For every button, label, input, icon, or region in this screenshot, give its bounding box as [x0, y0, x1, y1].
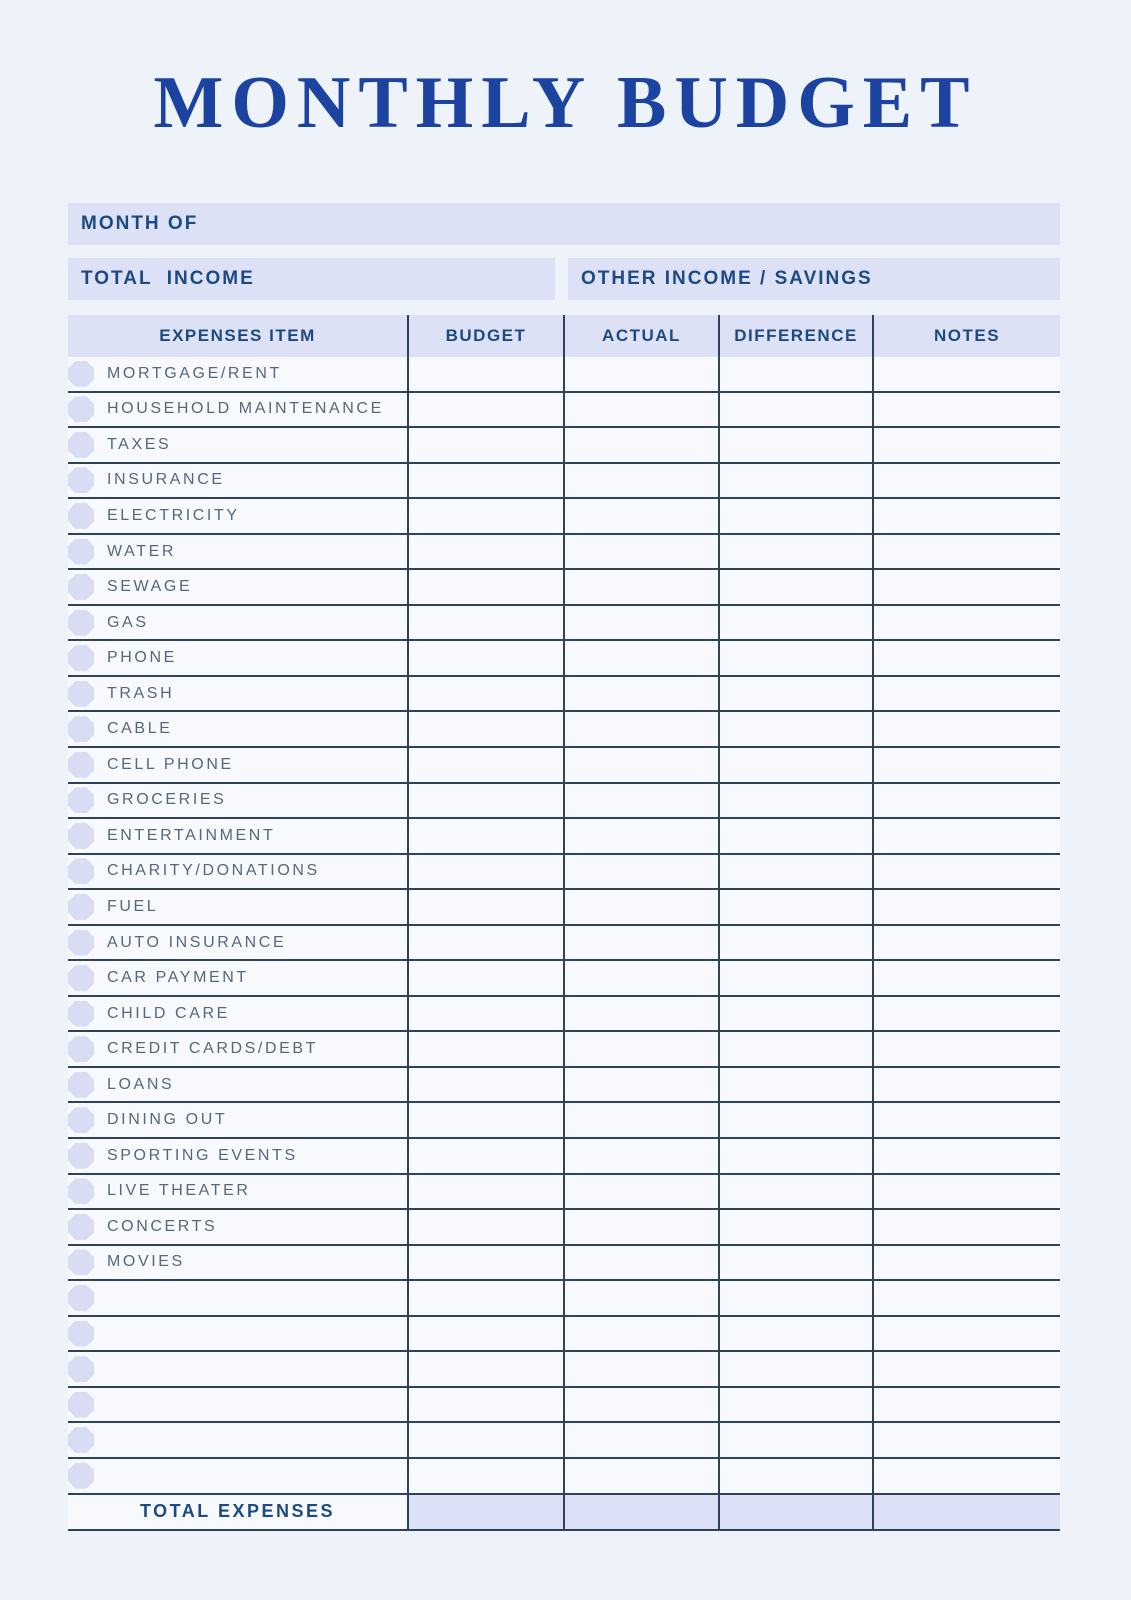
budget-cell[interactable] [409, 712, 565, 746]
budget-cell[interactable] [409, 1459, 565, 1493]
expense-item-label: GROCERIES [107, 791, 227, 809]
difference-cell[interactable] [720, 748, 874, 782]
budget-cell[interactable] [409, 357, 565, 391]
actual-cell[interactable] [565, 819, 720, 853]
table-row [68, 1246, 1060, 1282]
actual-cell[interactable] [565, 1032, 720, 1066]
actual-cell[interactable] [565, 1139, 720, 1173]
notes-cell[interactable] [874, 641, 1060, 675]
notes-cell[interactable] [874, 1317, 1060, 1351]
difference-cell[interactable] [720, 1103, 874, 1137]
table-row [68, 1103, 1060, 1139]
actual-cell[interactable] [565, 1459, 720, 1493]
bullet-icon [68, 467, 94, 493]
expense-item-cell [68, 997, 409, 1031]
bullet-icon [68, 432, 94, 458]
bullet-icon [68, 396, 94, 422]
header-budget: BUDGET [409, 315, 565, 357]
expense-item-cell [68, 1317, 409, 1351]
total-income-label: TOTAL INCOME [81, 268, 255, 289]
difference-cell[interactable] [720, 819, 874, 853]
difference-cell[interactable] [720, 997, 874, 1031]
expense-item-label: CAR PAYMENT [107, 969, 249, 987]
notes-cell[interactable] [874, 357, 1060, 391]
difference-cell[interactable] [720, 641, 874, 675]
actual-cell[interactable] [565, 570, 720, 604]
budget-cell[interactable] [409, 819, 565, 853]
table-row [68, 641, 1060, 677]
difference-cell[interactable] [720, 855, 874, 889]
notes-cell[interactable] [874, 1352, 1060, 1386]
month-of-input-area[interactable] [198, 203, 1060, 245]
notes-cell[interactable] [874, 855, 1060, 889]
notes-cell[interactable] [874, 606, 1060, 640]
bullet-icon [68, 1285, 94, 1311]
budget-cell[interactable] [409, 890, 565, 924]
notes-cell[interactable] [874, 784, 1060, 818]
budget-cell[interactable] [409, 855, 565, 889]
notes-cell[interactable] [874, 1175, 1060, 1209]
actual-cell[interactable] [565, 393, 720, 427]
notes-cell[interactable] [874, 712, 1060, 746]
bullet-icon [68, 681, 94, 707]
actual-cell[interactable] [565, 428, 720, 462]
notes-cell[interactable] [874, 1388, 1060, 1422]
notes-cell[interactable] [874, 1459, 1060, 1493]
budget-cell[interactable] [409, 926, 565, 960]
other-income-savings-field [568, 258, 1060, 300]
page-title: MONTHLY BUDGET [153, 62, 978, 144]
budget-cell[interactable] [409, 748, 565, 782]
total-expenses-row [68, 1495, 1060, 1531]
budget-cell[interactable] [409, 961, 565, 995]
expense-item-label: CHILD CARE [107, 1004, 230, 1022]
actual-cell[interactable] [565, 855, 720, 889]
table-row [68, 1139, 1060, 1175]
difference-cell[interactable] [720, 926, 874, 960]
expense-item-cell [68, 748, 409, 782]
actual-cell[interactable] [565, 1210, 720, 1244]
bullet-icon [68, 930, 94, 956]
table-row [68, 1459, 1060, 1495]
expense-item-cell [68, 677, 409, 711]
header-difference: DIFFERENCE [720, 315, 874, 357]
notes-cell[interactable] [874, 926, 1060, 960]
budget-cell[interactable] [409, 428, 565, 462]
table-row [68, 1210, 1060, 1246]
expense-item-label: ENTERTAINMENT [107, 826, 276, 844]
budget-cell[interactable] [409, 1210, 565, 1244]
bullet-icon [68, 1143, 94, 1169]
actual-cell[interactable] [565, 1423, 720, 1457]
total-expenses-label: TOTAL EXPENSES [68, 1495, 409, 1529]
notes-cell[interactable] [874, 890, 1060, 924]
expense-item-cell [68, 1388, 409, 1422]
table-row [68, 677, 1060, 713]
expense-item-label: LOANS [107, 1075, 175, 1093]
bullet-icon [68, 894, 94, 920]
expense-item-label: CELL PHONE [107, 755, 234, 773]
budget-cell[interactable] [409, 499, 565, 533]
notes-cell[interactable] [874, 1032, 1060, 1066]
notes-cell[interactable] [874, 748, 1060, 782]
total-actual-cell[interactable] [565, 1495, 720, 1529]
expense-item-label: SEWAGE [107, 578, 193, 596]
notes-cell[interactable] [874, 997, 1060, 1031]
expense-item-cell [68, 784, 409, 818]
bullet-icon [68, 1036, 94, 1062]
expense-item-label: AUTO INSURANCE [107, 933, 287, 951]
bullet-icon [68, 787, 94, 813]
expense-item-cell [68, 535, 409, 569]
bullet-icon [68, 503, 94, 529]
actual-cell[interactable] [565, 1175, 720, 1209]
actual-cell[interactable] [565, 712, 720, 746]
expense-item-label: CONCERTS [107, 1217, 218, 1235]
bullet-icon [68, 1178, 94, 1204]
expense-item-cell [68, 1175, 409, 1209]
actual-cell[interactable] [565, 1388, 720, 1422]
expense-item-cell [68, 855, 409, 889]
bullet-icon [68, 1463, 94, 1489]
table-row [68, 357, 1060, 393]
expense-item-label: GAS [107, 613, 149, 631]
difference-cell[interactable] [720, 1281, 874, 1315]
expense-item-label: DINING OUT [107, 1111, 228, 1129]
table-row [68, 961, 1060, 997]
notes-cell[interactable] [874, 464, 1060, 498]
actual-cell[interactable] [565, 499, 720, 533]
difference-cell[interactable] [720, 1317, 874, 1351]
header-notes: NOTES [933, 326, 1001, 345]
budget-cell[interactable] [409, 641, 565, 675]
table-row [68, 784, 1060, 820]
actual-cell[interactable] [565, 464, 720, 498]
other-income-savings-label: OTHER INCOME / SAVINGS [581, 268, 873, 289]
budget-cell[interactable] [409, 1281, 565, 1315]
bullet-icon [68, 1392, 94, 1418]
expense-item-cell [68, 1210, 409, 1244]
notes-cell[interactable] [874, 1139, 1060, 1173]
actual-cell[interactable] [565, 1103, 720, 1137]
expense-item-cell [68, 641, 409, 675]
actual-cell[interactable] [565, 784, 720, 818]
expenses-table-rows [68, 357, 1060, 1495]
expense-item-label: MORTGAGE/RENT [107, 364, 282, 382]
bullet-icon [68, 752, 94, 778]
bullet-icon [68, 645, 94, 671]
expense-item-cell [68, 1068, 409, 1102]
expense-item-label: CREDIT CARDS/DEBT [107, 1040, 319, 1058]
actual-cell[interactable] [565, 961, 720, 995]
notes-cell[interactable] [874, 1103, 1060, 1137]
header-actual: ACTUAL [565, 315, 720, 357]
bullet-icon [68, 858, 94, 884]
bullet-icon [68, 1214, 94, 1240]
budget-cell[interactable] [409, 1388, 565, 1422]
difference-cell[interactable] [720, 428, 874, 462]
difference-cell[interactable] [720, 712, 874, 746]
budget-cell[interactable] [409, 1032, 565, 1066]
table-row [68, 535, 1060, 571]
total-notes-cell[interactable] [874, 1495, 1060, 1529]
expense-item-cell [68, 926, 409, 960]
budget-cell[interactable] [409, 997, 565, 1031]
expense-item-cell [68, 1352, 409, 1386]
budget-cell[interactable] [409, 784, 565, 818]
total-difference-cell[interactable] [720, 1495, 874, 1529]
table-row [68, 1175, 1060, 1211]
expense-item-cell [68, 961, 409, 995]
table-row [68, 855, 1060, 891]
difference-cell[interactable] [720, 1459, 874, 1493]
table-row [68, 606, 1060, 642]
actual-cell[interactable] [565, 748, 720, 782]
actual-cell[interactable] [565, 535, 720, 569]
expense-item-cell [68, 1281, 409, 1315]
difference-cell[interactable] [720, 1210, 874, 1244]
month-of-label: MONTH OF [81, 213, 199, 234]
expense-item-cell [68, 712, 409, 746]
total-budget-cell[interactable] [409, 1495, 565, 1529]
table-row [68, 1032, 1060, 1068]
expense-item-cell [68, 890, 409, 924]
expense-item-cell [68, 1139, 409, 1173]
notes-cell[interactable] [874, 499, 1060, 533]
difference-cell[interactable] [720, 535, 874, 569]
notes-cell[interactable] [874, 535, 1060, 569]
bullet-icon [68, 610, 94, 636]
difference-cell[interactable] [720, 570, 874, 604]
table-row [68, 464, 1060, 500]
expense-item-cell [68, 1423, 409, 1457]
expense-item-cell [68, 1032, 409, 1066]
expense-item-cell [68, 1246, 409, 1280]
expense-item-label: CHARITY/DONATIONS [107, 862, 320, 880]
budget-cell[interactable] [409, 1423, 565, 1457]
month-of-field [68, 203, 1060, 245]
expenses-table [68, 315, 1060, 1531]
notes-cell[interactable] [874, 1246, 1060, 1280]
actual-cell[interactable] [565, 606, 720, 640]
difference-cell[interactable] [720, 1388, 874, 1422]
expense-item-label: LIVE THEATER [107, 1182, 251, 1200]
bullet-icon [68, 1249, 94, 1275]
notes-cell[interactable] [874, 961, 1060, 995]
expense-item-label: TRASH [107, 684, 175, 702]
difference-cell[interactable] [720, 393, 874, 427]
actual-cell[interactable] [565, 997, 720, 1031]
actual-cell[interactable] [565, 890, 720, 924]
budget-cell[interactable] [409, 393, 565, 427]
difference-cell[interactable] [720, 499, 874, 533]
difference-cell[interactable] [720, 1423, 874, 1457]
actual-cell[interactable] [565, 357, 720, 391]
header-expenses-item: EXPENSES ITEM [68, 315, 409, 357]
bullet-icon [68, 361, 94, 387]
difference-cell[interactable] [720, 464, 874, 498]
bullet-icon [68, 1356, 94, 1382]
actual-cell[interactable] [565, 1317, 720, 1351]
difference-cell[interactable] [720, 1175, 874, 1209]
difference-cell[interactable] [720, 677, 874, 711]
table-row [68, 997, 1060, 1033]
notes-cell[interactable] [874, 819, 1060, 853]
bullet-icon [68, 539, 94, 565]
table-row [68, 819, 1060, 855]
bullet-icon [68, 1001, 94, 1027]
difference-cell[interactable] [720, 1139, 874, 1173]
expense-item-label: INSURANCE [107, 471, 225, 489]
notes-cell[interactable] [874, 393, 1060, 427]
budget-cell[interactable] [409, 677, 565, 711]
actual-cell[interactable] [565, 1281, 720, 1315]
notes-cell[interactable] [874, 1068, 1060, 1102]
difference-cell[interactable] [720, 890, 874, 924]
expense-item-cell [68, 606, 409, 640]
expense-item-label: ELECTRICITY [107, 506, 240, 524]
bullet-icon [68, 574, 94, 600]
bullet-icon [68, 1427, 94, 1453]
budget-cell[interactable] [409, 1317, 565, 1351]
table-row [68, 712, 1060, 748]
notes-cell[interactable] [874, 677, 1060, 711]
other-income-savings-input-area[interactable] [873, 258, 1060, 300]
difference-cell[interactable] [720, 1068, 874, 1102]
notes-cell[interactable] [874, 1210, 1060, 1244]
total-income-input-area[interactable] [255, 258, 555, 300]
difference-cell[interactable] [720, 606, 874, 640]
expense-item-cell [68, 428, 409, 462]
actual-cell[interactable] [565, 926, 720, 960]
table-row [68, 570, 1060, 606]
bullet-icon [68, 965, 94, 991]
table-row [68, 748, 1060, 784]
expense-item-cell [68, 357, 409, 391]
difference-cell[interactable] [720, 1246, 874, 1280]
expense-item-cell [68, 464, 409, 498]
table-row [68, 1068, 1060, 1104]
expense-item-cell [68, 1103, 409, 1137]
budget-cell[interactable] [409, 1068, 565, 1102]
total-income-field [68, 258, 555, 300]
difference-cell[interactable] [720, 784, 874, 818]
expense-item-label: WATER [107, 542, 176, 560]
actual-cell[interactable] [565, 677, 720, 711]
table-row [68, 890, 1060, 926]
expense-item-cell [68, 1459, 409, 1493]
expense-item-label: PHONE [107, 649, 177, 667]
budget-cell[interactable] [409, 1352, 565, 1386]
notes-cell[interactable] [874, 428, 1060, 462]
budget-cell[interactable] [409, 1103, 565, 1137]
table-row [68, 926, 1060, 962]
expenses-table-header [68, 315, 1060, 357]
actual-cell[interactable] [565, 1352, 720, 1386]
expense-item-cell [68, 819, 409, 853]
table-row [68, 428, 1060, 464]
table-row [68, 1423, 1060, 1459]
bullet-icon [68, 1107, 94, 1133]
table-row [68, 1352, 1060, 1388]
budget-cell[interactable] [409, 535, 565, 569]
bullet-icon [68, 1072, 94, 1098]
expense-item-label: MOVIES [107, 1253, 185, 1271]
table-row [68, 1281, 1060, 1317]
actual-cell[interactable] [565, 1068, 720, 1102]
budget-cell[interactable] [409, 1175, 565, 1209]
difference-cell[interactable] [720, 1032, 874, 1066]
budget-cell[interactable] [409, 1246, 565, 1280]
budget-cell[interactable] [409, 570, 565, 604]
table-row [68, 1388, 1060, 1424]
notes-cell[interactable] [874, 1423, 1060, 1457]
budget-cell[interactable] [409, 606, 565, 640]
difference-cell[interactable] [720, 961, 874, 995]
difference-cell[interactable] [720, 357, 874, 391]
notes-cell[interactable] [874, 570, 1060, 604]
table-row [68, 499, 1060, 535]
budget-cell[interactable] [409, 464, 565, 498]
expense-item-cell [68, 393, 409, 427]
actual-cell[interactable] [565, 1246, 720, 1280]
bullet-icon [68, 1321, 94, 1347]
difference-cell[interactable] [720, 1352, 874, 1386]
notes-cell[interactable] [874, 1281, 1060, 1315]
expense-item-label: TAXES [107, 435, 172, 453]
bullet-icon [68, 716, 94, 742]
expense-item-label: FUEL [107, 897, 159, 915]
expense-item-label: SPORTING EVENTS [107, 1146, 298, 1164]
budget-cell[interactable] [409, 1139, 565, 1173]
actual-cell[interactable] [565, 641, 720, 675]
table-row [68, 393, 1060, 429]
expense-item-cell [68, 570, 409, 604]
expense-item-cell [68, 499, 409, 533]
expense-item-label: CABLE [107, 720, 173, 738]
table-row [68, 1317, 1060, 1353]
expense-item-label: HOUSEHOLD MAINTENANCE [107, 400, 384, 418]
bullet-icon [68, 823, 94, 849]
